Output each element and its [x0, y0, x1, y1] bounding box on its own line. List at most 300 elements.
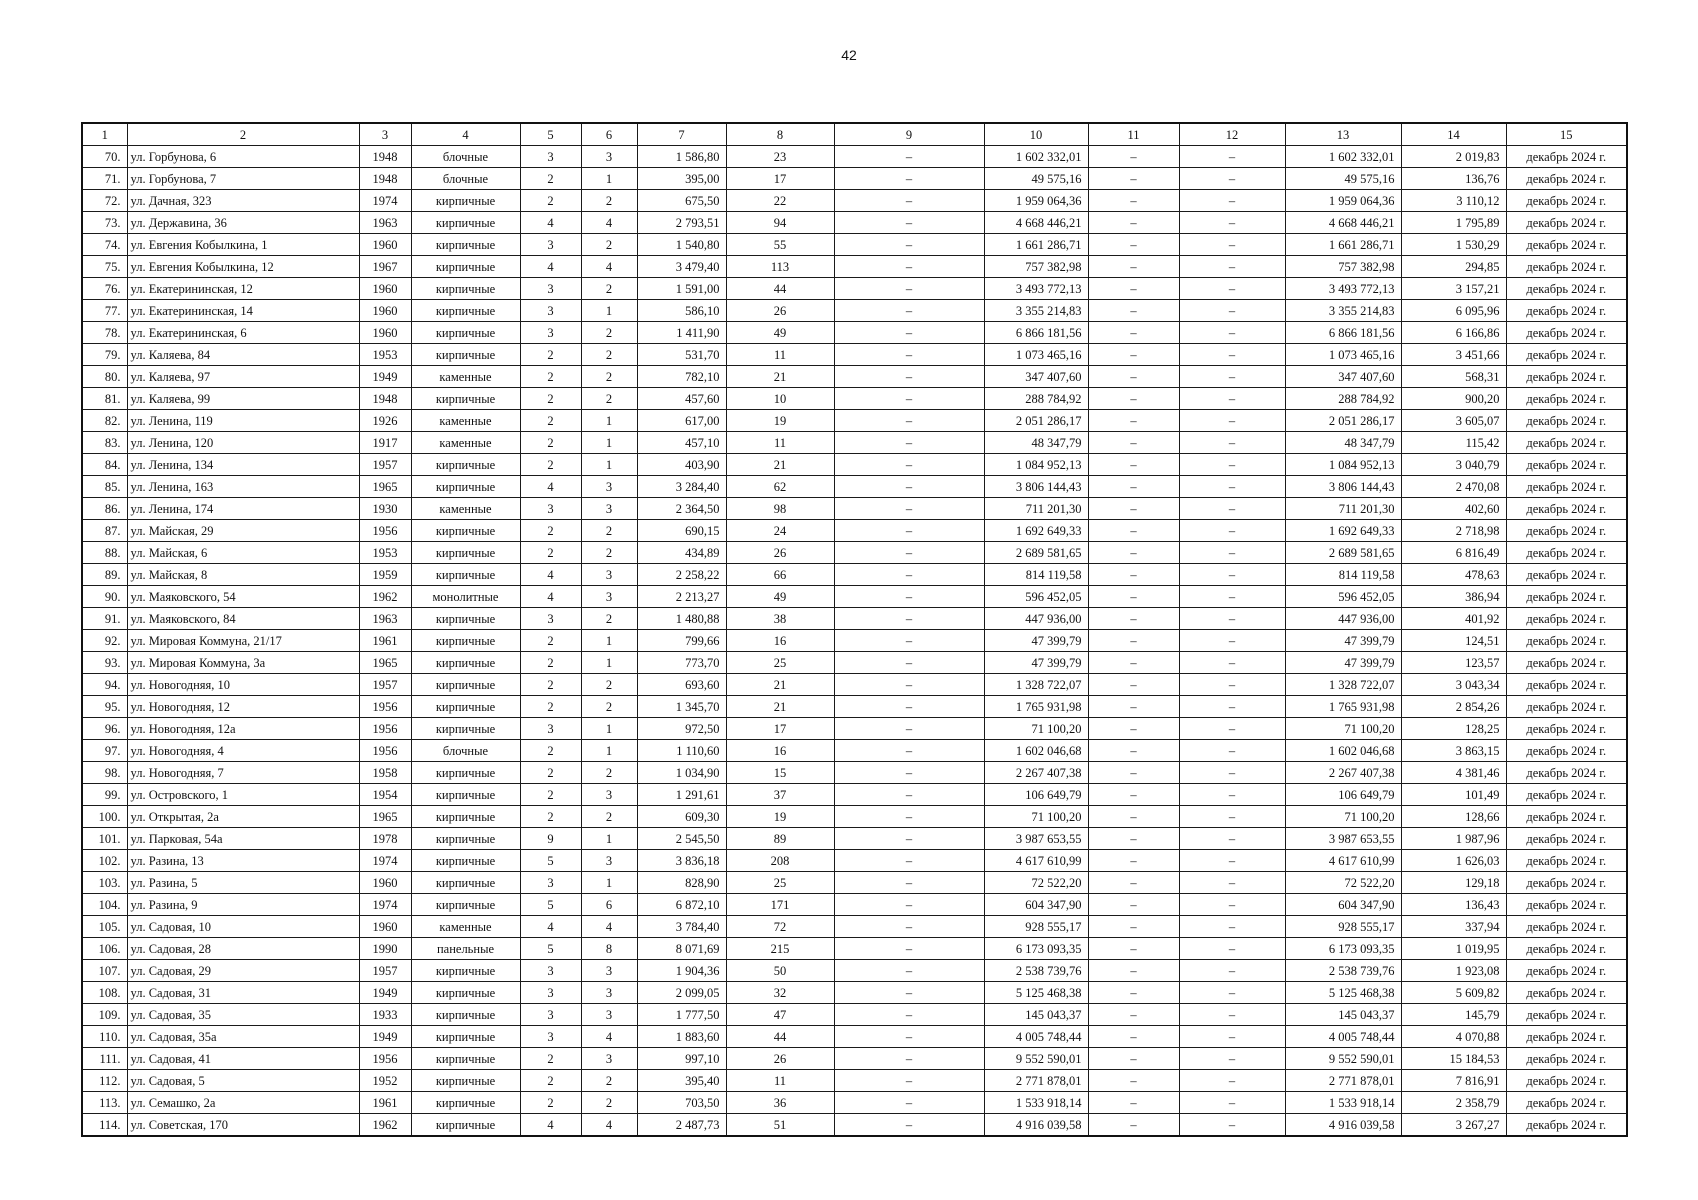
cell-residents: 49	[726, 322, 834, 344]
cell-wall-material: кирпичные	[411, 872, 520, 894]
cell-cost-per-m2: 124,51	[1401, 630, 1506, 652]
cell-col-11: –	[1088, 454, 1179, 476]
cell-wall-material: кирпичные	[411, 1048, 520, 1070]
cell-cost-fund: 2 267 407,38	[1285, 762, 1401, 784]
cell-col-11: –	[1088, 234, 1179, 256]
cell-floors: 2	[520, 190, 581, 212]
table-row	[82, 1092, 1627, 1114]
cell-cost-fund: 47 399,79	[1285, 652, 1401, 674]
cell-cost-total: 47 399,79	[984, 630, 1088, 652]
cell-row-index: 100.	[82, 806, 127, 828]
cell-cost-fund: 288 784,92	[1285, 388, 1401, 410]
cell-residents: 113	[726, 256, 834, 278]
cell-entrances: 2	[581, 388, 637, 410]
cell-entrances: 6	[581, 894, 637, 916]
cell-area: 1 586,80	[637, 146, 726, 168]
cell-area: 3 784,40	[637, 916, 726, 938]
table-row	[82, 828, 1627, 850]
cell-wall-material: кирпичные	[411, 1004, 520, 1026]
cell-area: 609,30	[637, 806, 726, 828]
cell-deadline: декабрь 2024 г.	[1506, 696, 1627, 718]
table-row	[82, 938, 1627, 960]
cell-row-index: 79.	[82, 344, 127, 366]
cell-floors: 3	[520, 278, 581, 300]
table-row	[82, 366, 1627, 388]
cell-deadline: декабрь 2024 г.	[1506, 916, 1627, 938]
cell-address: ул. Ленина, 120	[127, 432, 359, 454]
cell-deadline: декабрь 2024 г.	[1506, 1114, 1627, 1137]
cell-area: 617,00	[637, 410, 726, 432]
cell-area: 3 836,18	[637, 850, 726, 872]
cell-col-12: –	[1179, 806, 1285, 828]
cell-cost-per-m2: 6 166,86	[1401, 322, 1506, 344]
cell-cost-total: 447 936,00	[984, 608, 1088, 630]
cell-cost-per-m2: 3 451,66	[1401, 344, 1506, 366]
column-header: 5	[520, 123, 581, 146]
table-row	[82, 146, 1627, 168]
table-row	[82, 344, 1627, 366]
cell-floors: 2	[520, 520, 581, 542]
cell-entrances: 1	[581, 718, 637, 740]
cell-entrances: 1	[581, 740, 637, 762]
cell-col-12: –	[1179, 1092, 1285, 1114]
cell-cost-total: 48 347,79	[984, 432, 1088, 454]
cell-wall-material: кирпичные	[411, 960, 520, 982]
cell-residents: 26	[726, 300, 834, 322]
cell-floors: 4	[520, 212, 581, 234]
cell-year-built: 1949	[359, 366, 411, 388]
cell-entrances: 1	[581, 828, 637, 850]
cell-row-index: 70.	[82, 146, 127, 168]
cell-col-12: –	[1179, 630, 1285, 652]
cell-col-11: –	[1088, 432, 1179, 454]
cell-entrances: 2	[581, 322, 637, 344]
cell-address: ул. Горбунова, 7	[127, 168, 359, 190]
cell-wall-material: монолитные	[411, 586, 520, 608]
cell-row-index: 107.	[82, 960, 127, 982]
cell-residents: 17	[726, 168, 834, 190]
cell-address: ул. Островского, 1	[127, 784, 359, 806]
cell-entrances: 4	[581, 212, 637, 234]
cell-col-12: –	[1179, 740, 1285, 762]
cell-cost-total: 757 382,98	[984, 256, 1088, 278]
cell-col-11: –	[1088, 674, 1179, 696]
cell-col-11: –	[1088, 498, 1179, 520]
cell-address: ул. Садовая, 29	[127, 960, 359, 982]
cell-year-built: 1960	[359, 300, 411, 322]
cell-row-index: 109.	[82, 1004, 127, 1026]
cell-col-9: –	[834, 300, 984, 322]
cell-address: ул. Каляева, 84	[127, 344, 359, 366]
cell-cost-fund: 1 073 465,16	[1285, 344, 1401, 366]
cell-entrances: 2	[581, 520, 637, 542]
cell-area: 1 777,50	[637, 1004, 726, 1026]
cell-deadline: декабрь 2024 г.	[1506, 256, 1627, 278]
cell-cost-per-m2: 2 019,83	[1401, 146, 1506, 168]
cell-area: 6 872,10	[637, 894, 726, 916]
cell-residents: 44	[726, 278, 834, 300]
cell-address: ул. Советская, 170	[127, 1114, 359, 1137]
cell-address: ул. Новогодняя, 4	[127, 740, 359, 762]
cell-col-11: –	[1088, 784, 1179, 806]
cell-deadline: декабрь 2024 г.	[1506, 630, 1627, 652]
cell-deadline: декабрь 2024 г.	[1506, 498, 1627, 520]
cell-wall-material: каменные	[411, 432, 520, 454]
cell-row-index: 86.	[82, 498, 127, 520]
cell-floors: 2	[520, 652, 581, 674]
cell-floors: 2	[520, 366, 581, 388]
cell-cost-total: 6 866 181,56	[984, 322, 1088, 344]
cell-residents: 94	[726, 212, 834, 234]
cell-row-index: 88.	[82, 542, 127, 564]
cell-col-12: –	[1179, 234, 1285, 256]
cell-address: ул. Евгения Кобылкина, 1	[127, 234, 359, 256]
cell-col-9: –	[834, 410, 984, 432]
cell-year-built: 1967	[359, 256, 411, 278]
cell-wall-material: кирпичные	[411, 322, 520, 344]
cell-residents: 51	[726, 1114, 834, 1137]
cell-cost-per-m2: 3 863,15	[1401, 740, 1506, 762]
cell-year-built: 1957	[359, 674, 411, 696]
cell-col-9: –	[834, 190, 984, 212]
cell-deadline: декабрь 2024 г.	[1506, 894, 1627, 916]
cell-col-11: –	[1088, 718, 1179, 740]
cell-address: ул. Горбунова, 6	[127, 146, 359, 168]
cell-col-12: –	[1179, 762, 1285, 784]
cell-residents: 44	[726, 1026, 834, 1048]
cell-wall-material: кирпичные	[411, 982, 520, 1004]
column-header: 15	[1506, 123, 1627, 146]
cell-entrances: 3	[581, 982, 637, 1004]
cell-cost-fund: 347 407,60	[1285, 366, 1401, 388]
cell-col-9: –	[834, 608, 984, 630]
cell-col-12: –	[1179, 300, 1285, 322]
cell-area: 3 479,40	[637, 256, 726, 278]
cell-area: 2 213,27	[637, 586, 726, 608]
cell-col-9: –	[834, 278, 984, 300]
cell-col-11: –	[1088, 542, 1179, 564]
cell-year-built: 1958	[359, 762, 411, 784]
cell-residents: 11	[726, 432, 834, 454]
cell-year-built: 1959	[359, 564, 411, 586]
cell-residents: 25	[726, 872, 834, 894]
table-row	[82, 784, 1627, 806]
cell-wall-material: кирпичные	[411, 762, 520, 784]
cell-year-built: 1978	[359, 828, 411, 850]
cell-row-index: 81.	[82, 388, 127, 410]
cell-entrances: 4	[581, 916, 637, 938]
cell-wall-material: кирпичные	[411, 564, 520, 586]
cell-col-9: –	[834, 542, 984, 564]
cell-col-12: –	[1179, 850, 1285, 872]
cell-year-built: 1963	[359, 212, 411, 234]
cell-residents: 72	[726, 916, 834, 938]
cell-col-12: –	[1179, 608, 1285, 630]
cell-residents: 22	[726, 190, 834, 212]
cell-residents: 171	[726, 894, 834, 916]
cell-area: 1 904,36	[637, 960, 726, 982]
column-header: 14	[1401, 123, 1506, 146]
cell-cost-per-m2: 401,92	[1401, 608, 1506, 630]
cell-address: ул. Екатерининская, 14	[127, 300, 359, 322]
cell-area: 1 345,70	[637, 696, 726, 718]
cell-cost-fund: 6 866 181,56	[1285, 322, 1401, 344]
cell-entrances: 3	[581, 586, 637, 608]
cell-cost-fund: 2 689 581,65	[1285, 542, 1401, 564]
cell-year-built: 1974	[359, 894, 411, 916]
cell-year-built: 1965	[359, 652, 411, 674]
cell-col-11: –	[1088, 344, 1179, 366]
cell-col-9: –	[834, 498, 984, 520]
column-header: 4	[411, 123, 520, 146]
cell-floors: 2	[520, 762, 581, 784]
table-row	[82, 608, 1627, 630]
cell-area: 457,60	[637, 388, 726, 410]
cell-deadline: декабрь 2024 г.	[1506, 1048, 1627, 1070]
cell-cost-per-m2: 15 184,53	[1401, 1048, 1506, 1070]
cell-col-9: –	[834, 850, 984, 872]
cell-col-9: –	[834, 784, 984, 806]
table-row	[82, 630, 1627, 652]
cell-wall-material: каменные	[411, 498, 520, 520]
cell-col-11: –	[1088, 212, 1179, 234]
table-row	[82, 1026, 1627, 1048]
cell-deadline: декабрь 2024 г.	[1506, 410, 1627, 432]
cell-cost-fund: 72 522,20	[1285, 872, 1401, 894]
cell-col-12: –	[1179, 652, 1285, 674]
cell-cost-fund: 106 649,79	[1285, 784, 1401, 806]
cell-deadline: декабрь 2024 г.	[1506, 454, 1627, 476]
cell-year-built: 1974	[359, 190, 411, 212]
cell-deadline: декабрь 2024 г.	[1506, 476, 1627, 498]
cell-cost-total: 3 355 214,83	[984, 300, 1088, 322]
cell-col-9: –	[834, 1004, 984, 1026]
table-row	[82, 762, 1627, 784]
table-row	[82, 916, 1627, 938]
cell-area: 693,60	[637, 674, 726, 696]
cell-col-12: –	[1179, 696, 1285, 718]
cell-area: 457,10	[637, 432, 726, 454]
cell-col-11: –	[1088, 850, 1179, 872]
cell-cost-fund: 757 382,98	[1285, 256, 1401, 278]
cell-deadline: декабрь 2024 г.	[1506, 366, 1627, 388]
cell-col-11: –	[1088, 1048, 1179, 1070]
cell-deadline: декабрь 2024 г.	[1506, 520, 1627, 542]
cell-cost-total: 928 555,17	[984, 916, 1088, 938]
cell-area: 690,15	[637, 520, 726, 542]
cell-residents: 11	[726, 1070, 834, 1092]
cell-year-built: 1960	[359, 278, 411, 300]
cell-row-index: 91.	[82, 608, 127, 630]
table-row	[82, 564, 1627, 586]
cell-residents: 21	[726, 696, 834, 718]
cell-cost-per-m2: 115,42	[1401, 432, 1506, 454]
cell-col-11: –	[1088, 696, 1179, 718]
cell-col-9: –	[834, 674, 984, 696]
cell-cost-fund: 3 987 653,55	[1285, 828, 1401, 850]
cell-wall-material: кирпичные	[411, 828, 520, 850]
cell-cost-per-m2: 3 157,21	[1401, 278, 1506, 300]
cell-area: 675,50	[637, 190, 726, 212]
cell-col-12: –	[1179, 168, 1285, 190]
cell-col-11: –	[1088, 1026, 1179, 1048]
cell-year-built: 1974	[359, 850, 411, 872]
cell-address: ул. Разина, 9	[127, 894, 359, 916]
cell-wall-material: кирпичные	[411, 190, 520, 212]
cell-deadline: декабрь 2024 г.	[1506, 674, 1627, 696]
cell-col-9: –	[834, 718, 984, 740]
cell-residents: 19	[726, 410, 834, 432]
table-body	[82, 146, 1627, 1137]
cell-wall-material: кирпичные	[411, 608, 520, 630]
table-row	[82, 806, 1627, 828]
cell-col-12: –	[1179, 498, 1285, 520]
cell-col-11: –	[1088, 652, 1179, 674]
cell-address: ул. Открытая, 2а	[127, 806, 359, 828]
cell-cost-total: 3 806 144,43	[984, 476, 1088, 498]
cell-cost-total: 4 005 748,44	[984, 1026, 1088, 1048]
cell-col-11: –	[1088, 476, 1179, 498]
cell-cost-fund: 49 575,16	[1285, 168, 1401, 190]
cell-year-built: 1926	[359, 410, 411, 432]
cell-col-9: –	[834, 212, 984, 234]
cell-residents: 26	[726, 1048, 834, 1070]
cell-row-index: 89.	[82, 564, 127, 586]
cell-col-9: –	[834, 894, 984, 916]
cell-cost-per-m2: 123,57	[1401, 652, 1506, 674]
cell-year-built: 1953	[359, 542, 411, 564]
cell-row-index: 105.	[82, 916, 127, 938]
cell-col-9: –	[834, 520, 984, 542]
cell-col-12: –	[1179, 916, 1285, 938]
table-row	[82, 300, 1627, 322]
cell-address: ул. Садовая, 41	[127, 1048, 359, 1070]
cell-floors: 3	[520, 872, 581, 894]
cell-col-12: –	[1179, 344, 1285, 366]
cell-cost-fund: 604 347,90	[1285, 894, 1401, 916]
cell-address: ул. Мировая Коммуна, 21/17	[127, 630, 359, 652]
cell-year-built: 1961	[359, 1092, 411, 1114]
cell-wall-material: кирпичные	[411, 234, 520, 256]
cell-area: 434,89	[637, 542, 726, 564]
column-header: 1	[82, 123, 127, 146]
cell-entrances: 8	[581, 938, 637, 960]
table-row	[82, 432, 1627, 454]
cell-floors: 3	[520, 322, 581, 344]
cell-entrances: 3	[581, 1004, 637, 1026]
cell-cost-total: 2 538 739,76	[984, 960, 1088, 982]
cell-address: ул. Екатерининская, 12	[127, 278, 359, 300]
cell-cost-per-m2: 568,31	[1401, 366, 1506, 388]
cell-col-12: –	[1179, 1004, 1285, 1026]
cell-floors: 3	[520, 982, 581, 1004]
cell-area: 2 793,51	[637, 212, 726, 234]
cell-area: 403,90	[637, 454, 726, 476]
cell-col-11: –	[1088, 1092, 1179, 1114]
cell-deadline: декабрь 2024 г.	[1506, 652, 1627, 674]
cell-area: 782,10	[637, 366, 726, 388]
cell-floors: 2	[520, 542, 581, 564]
cell-cost-fund: 71 100,20	[1285, 718, 1401, 740]
cell-col-11: –	[1088, 828, 1179, 850]
cell-cost-total: 1 661 286,71	[984, 234, 1088, 256]
column-header: 13	[1285, 123, 1401, 146]
cell-cost-total: 1 602 046,68	[984, 740, 1088, 762]
cell-address: ул. Майская, 6	[127, 542, 359, 564]
cell-cost-total: 71 100,20	[984, 718, 1088, 740]
cell-floors: 3	[520, 1004, 581, 1026]
cell-deadline: декабрь 2024 г.	[1506, 608, 1627, 630]
cell-year-built: 1956	[359, 718, 411, 740]
cell-deadline: декабрь 2024 г.	[1506, 564, 1627, 586]
table-row	[82, 190, 1627, 212]
cell-wall-material: кирпичные	[411, 806, 520, 828]
cell-year-built: 1960	[359, 872, 411, 894]
cell-col-12: –	[1179, 960, 1285, 982]
cell-residents: 17	[726, 718, 834, 740]
cell-floors: 2	[520, 1070, 581, 1092]
cell-floors: 3	[520, 300, 581, 322]
cell-cost-fund: 1 533 918,14	[1285, 1092, 1401, 1114]
cell-entrances: 1	[581, 630, 637, 652]
cell-floors: 5	[520, 850, 581, 872]
cell-wall-material: кирпичные	[411, 1114, 520, 1137]
cell-cost-fund: 9 552 590,01	[1285, 1048, 1401, 1070]
cell-entrances: 2	[581, 696, 637, 718]
cell-address: ул. Мировая Коммуна, 3а	[127, 652, 359, 674]
cell-deadline: декабрь 2024 г.	[1506, 190, 1627, 212]
cell-deadline: декабрь 2024 г.	[1506, 344, 1627, 366]
cell-cost-per-m2: 2 470,08	[1401, 476, 1506, 498]
cell-cost-total: 604 347,90	[984, 894, 1088, 916]
cell-col-12: –	[1179, 520, 1285, 542]
cell-col-11: –	[1088, 168, 1179, 190]
cell-area: 1 110,60	[637, 740, 726, 762]
cell-area: 2 487,73	[637, 1114, 726, 1137]
cell-cost-total: 814 119,58	[984, 564, 1088, 586]
cell-floors: 5	[520, 938, 581, 960]
page-number: 42	[841, 47, 857, 63]
cell-floors: 4	[520, 256, 581, 278]
cell-deadline: декабрь 2024 г.	[1506, 1004, 1627, 1026]
cell-col-12: –	[1179, 256, 1285, 278]
cell-floors: 9	[520, 828, 581, 850]
table-row	[82, 652, 1627, 674]
cell-col-12: –	[1179, 542, 1285, 564]
table-row	[82, 498, 1627, 520]
cell-wall-material: кирпичные	[411, 212, 520, 234]
cell-wall-material: кирпичные	[411, 542, 520, 564]
cell-wall-material: кирпичные	[411, 476, 520, 498]
cell-col-11: –	[1088, 1114, 1179, 1137]
cell-residents: 21	[726, 674, 834, 696]
cell-cost-fund: 4 005 748,44	[1285, 1026, 1401, 1048]
cell-entrances: 1	[581, 410, 637, 432]
cell-row-index: 74.	[82, 234, 127, 256]
cell-floors: 4	[520, 916, 581, 938]
cell-col-12: –	[1179, 938, 1285, 960]
cell-col-12: –	[1179, 432, 1285, 454]
cell-col-11: –	[1088, 960, 1179, 982]
cell-floors: 2	[520, 806, 581, 828]
cell-area: 997,10	[637, 1048, 726, 1070]
cell-cost-total: 3 493 772,13	[984, 278, 1088, 300]
cell-cost-fund: 145 043,37	[1285, 1004, 1401, 1026]
cell-col-9: –	[834, 1114, 984, 1137]
cell-floors: 2	[520, 410, 581, 432]
cell-cost-fund: 3 493 772,13	[1285, 278, 1401, 300]
cell-wall-material: кирпичные	[411, 894, 520, 916]
